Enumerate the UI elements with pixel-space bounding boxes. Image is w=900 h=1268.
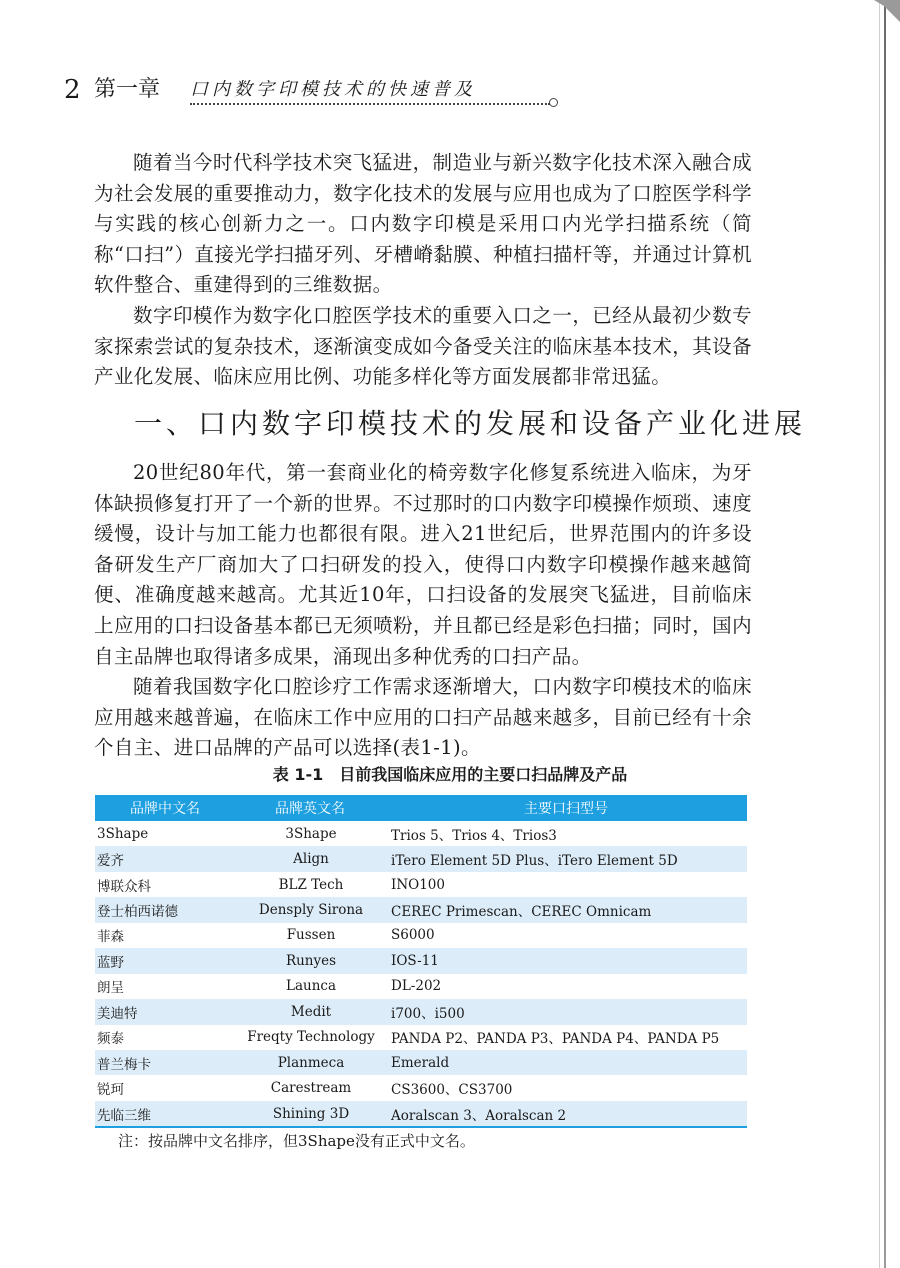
cell-models: i700、i500 — [391, 1005, 465, 1022]
table-row — [95, 1025, 747, 1050]
cell-cn-name: 博联众科 — [97, 878, 151, 895]
running-header — [64, 72, 504, 108]
cell-en-name: Freqty Technology — [247, 1029, 375, 1046]
cell-cn-name: 锐珂 — [97, 1082, 124, 1099]
cell-models: Emerald — [391, 1054, 450, 1071]
table-row — [95, 897, 747, 922]
cell-en-name: Carestream — [270, 1080, 352, 1097]
table-caption: 表 1-1 目前我国临床应用的主要口扫品牌及产品 — [272, 765, 628, 784]
cell-en-name: Launca — [285, 978, 336, 995]
cell-en-name: Fussen — [286, 927, 336, 944]
page-edge-line-inner — [879, 0, 880, 1268]
section-heading: 一、口内数字印模技术的发展和设备产业化进展 — [134, 407, 807, 440]
cell-cn-name: 频泰 — [97, 1031, 124, 1048]
cell-cn-name: 普兰梅卡 — [97, 1056, 151, 1073]
cell-models: INO100 — [391, 876, 445, 893]
table-row — [95, 1050, 747, 1075]
cell-en-name: Shining 3D — [272, 1105, 350, 1122]
paragraph: 随着当今时代科学技术突飞猛进，制造业与新兴数字化技术深入融合成为社会发展的重要推动力，数字化技术的发展与应用也成为了口腔医学科学与实践的核心创新力之一。口内数字印模是采用口内光学扫描系统（简称“口扫”）直接光学扫描牙列、牙槽嵴黏膜、种植扫描杆等，并通过计算机软件整合、重建得到的三维数据。 — [94, 151, 752, 297]
table-row — [95, 872, 747, 897]
table-row — [95, 948, 747, 973]
cell-cn-name: 菲森 — [97, 929, 124, 946]
table-note: 注：按品牌中文名排序，但3Shape没有正式中文名。 — [118, 1132, 475, 1150]
paragraph: 随着我国数字化口腔诊疗工作需求逐渐增大，口内数字印模技术的临床应用越来越普遍，在临床工作中应用的口扫产品越来越多，目前已经有十余个自主、进口品牌的产品可以选择(表1-1)。 — [94, 675, 752, 760]
page-edge-line — [884, 0, 886, 1268]
page-corner-mark — [874, 0, 900, 26]
cell-en-name: Align — [293, 851, 329, 868]
cell-models: CS3600、CS3700 — [391, 1082, 513, 1099]
cell-en-name: Planmeca — [277, 1054, 345, 1071]
cell-cn-name: 先临三维 — [97, 1107, 151, 1124]
header-dotted-rule — [190, 103, 550, 105]
cell-en-name: Runyes — [285, 952, 337, 969]
cell-models: Aoralscan 3、Aoralscan 2 — [391, 1107, 567, 1124]
paragraph: 20世纪80年代，第一套商业化的椅旁数字化修复系统进入临床，为牙体缺损修复打开了一个新的世界。不过那时的口内数字印模操作烦琐、速度缓慢，设计与加工能力也都很有限。进入21世纪后，世界范围内的许多设备研发生产厂商加大了口扫研发的投入，使得口内数字印模操作越来越简便、准确度越来越高。尤其近10年，口扫设备的发展突飞猛进，目前临床上应用的口扫设备基本都已无须喷粉，并且都已经是彩色扫描；同时，国内自主品牌也取得诸多成果，涌现出多种优秀的口扫产品。 — [94, 461, 752, 668]
paragraph: 数字印模作为数字化口腔医学技术的重要入口之一，已经从最初少数专家探索尝试的复杂技术，逐渐演变成如今备受关注的临床基本技术，其设备产业化发展、临床应用比例、功能多样化等方面发展都非常迅猛。 — [94, 303, 752, 389]
table-row — [95, 846, 747, 871]
cell-en-name: Densply Sirona — [258, 902, 364, 919]
column-header: 品牌英文名 — [275, 801, 345, 817]
cell-cn-name: 爱齐 — [97, 853, 124, 870]
brand-table — [95, 795, 747, 1128]
table-header-row — [95, 795, 747, 821]
cell-en-name: BLZ Tech — [278, 876, 344, 893]
cell-models: CEREC Primescan、CEREC Omnicam — [391, 904, 652, 921]
table-row — [95, 1101, 747, 1126]
table-row — [95, 999, 747, 1024]
cell-models: DL-202 — [391, 978, 442, 995]
page-number: 2 — [64, 75, 81, 105]
cell-cn-name: 3Shape — [97, 825, 149, 842]
table-row — [95, 1075, 747, 1100]
cell-models: IOS-11 — [391, 952, 439, 969]
cell-models: PANDA P2、PANDA P3、PANDA P4、PANDA P5 — [391, 1031, 720, 1048]
cell-en-name: Medit — [290, 1003, 332, 1020]
intro-text — [94, 148, 752, 393]
table-row — [95, 821, 747, 846]
cell-models: S6000 — [391, 927, 435, 944]
chapter-label: 第一章 — [94, 77, 161, 102]
header-rule-end-dot — [549, 98, 558, 107]
cell-cn-name: 蓝野 — [97, 954, 124, 971]
table-bottom-rule — [95, 1126, 747, 1128]
cell-models: Trios 5、Trios 4、Trios3 — [391, 827, 557, 844]
cell-models: iTero Element 5D Plus、iTero Element 5D — [391, 853, 678, 870]
cell-cn-name: 朗呈 — [97, 980, 124, 997]
cell-cn-name: 登士柏西诺德 — [97, 904, 178, 921]
column-header: 主要口扫型号 — [524, 801, 608, 817]
column-header: 品牌中文名 — [130, 801, 200, 817]
table-row — [95, 974, 747, 999]
cell-en-name: 3Shape — [285, 825, 337, 842]
chapter-title: 口内数字印模技术的快速普及 — [190, 79, 476, 100]
section-text — [94, 458, 752, 764]
cell-cn-name: 美迪特 — [97, 1005, 138, 1022]
table-row — [95, 923, 747, 948]
